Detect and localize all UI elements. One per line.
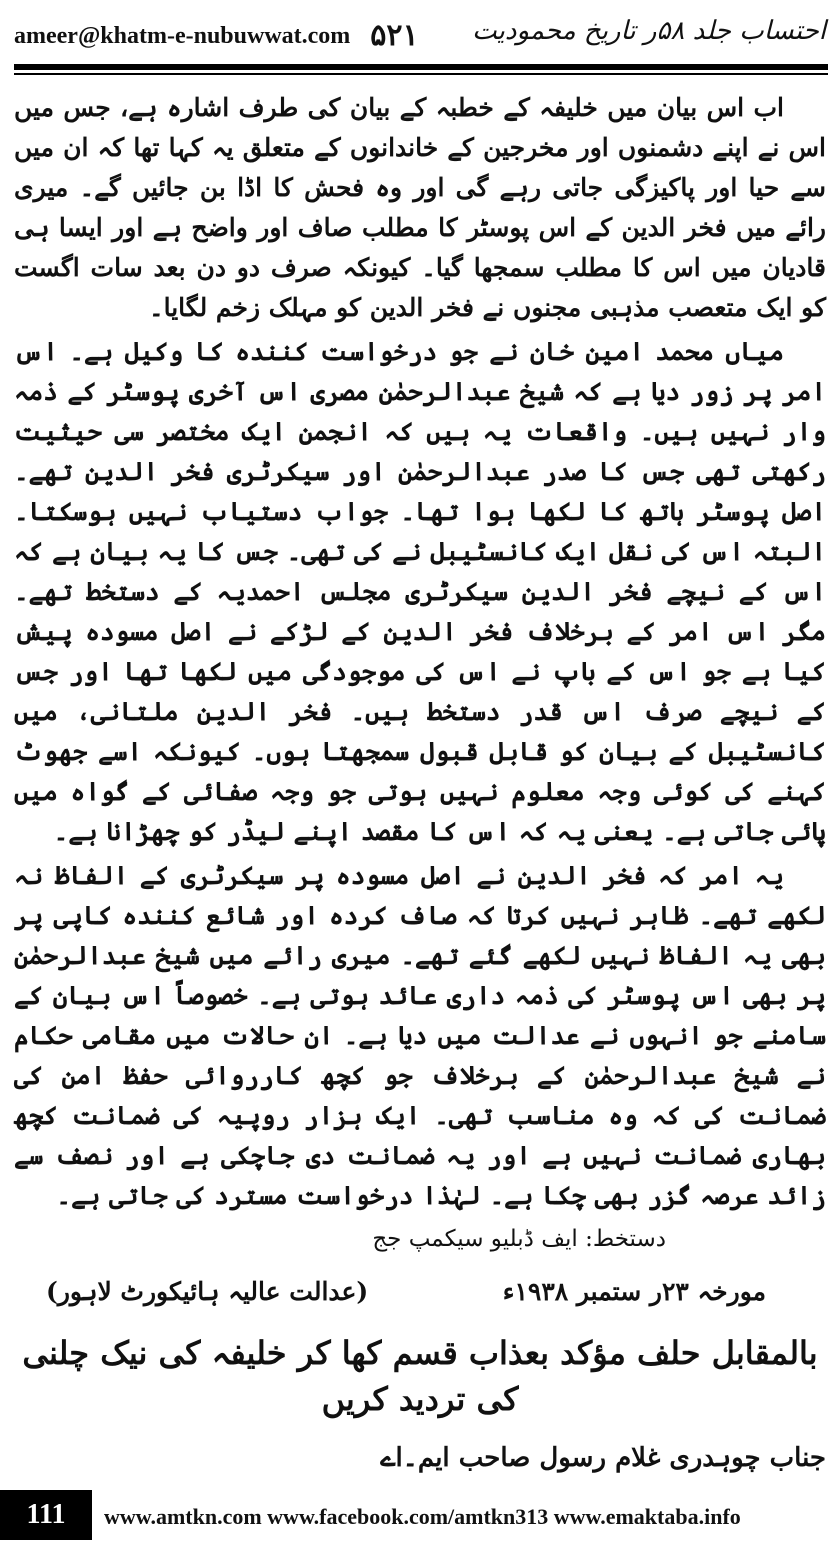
- next-speaker-line: جناب چوہدری غلام رسول صاحب ایم۔اے: [380, 1443, 826, 1473]
- footer-links[interactable]: www.amtkn.com www.facebook.com/amtkn313 www.emaktaba.info: [104, 1504, 741, 1529]
- section-heading: بالمقابل حلف مؤکد بعذاب قسم کھا کر خلیفہ کی نیک چلنی کی تردید کریں: [22, 1334, 818, 1418]
- body-paragraph-3: یہ امر کہ فخر الدین نے اصل مسودہ پر سیکرٹری کے الفاظ نہ لکھے تھے۔ ظاہر نہیں کرتا کہ صاف کردہ اور شائع کنندہ کاپی پر بھی یہ الفاظ نہیں لکھے گئے تھے۔ میری رائے میں شیخ عبدالرحمٰن پر بھی اس پوسٹر کی ذمہ داری عائد ہوتی ہے۔ خصوصاً اس بیان کے سامنے جو انہوں نے عدالت میں دیا ہے۔ ان حالات میں مقامی حکام نے شیخ عبدالرحمٰن کے برخلاف جو کچھ کارروائی حفظ امن کی ضمانت کی کہ وہ مناسب تھی۔ ایک ہزار روپیہ کی ضمانت کچھ بھاری ضمانت نہیں ہے اور یہ ضمانت دی جاچکی ہے اور نصف سے زائد عرصہ گزر بھی چکا ہے۔ لہٰذا درخواست مسترد کی جاتی ہے۔: [14, 861, 826, 1210]
- date-court-row: [14, 1272, 826, 1312]
- order-date: مورخہ ۲۳ر ستمبر ۱۹۳۸ء: [502, 1277, 766, 1306]
- court-name: (عدالت عالیہ ہائیکورٹ لاہور): [46, 1277, 369, 1306]
- header-left: [14, 18, 419, 53]
- page-body: [14, 88, 826, 1473]
- header-rule-thin: [14, 73, 828, 75]
- page-footer: [0, 1490, 840, 1540]
- header-email[interactable]: ameer@khatm-e-nubuwwat.com: [14, 23, 351, 49]
- body-paragraph-2: میاں محمد امین خان نے جو درخواست کنندہ کا وکیل ہے۔ اس امر پر زور دیا ہے کہ شیخ عبدالرحمٰن مصری اس آخری پوسٹر کے ذمہ وار نہیں ہیں۔ واقعات یہ ہیں کہ انجمن ایک مختصر سی حیثیت رکھتی تھی جس کا صدر عبدالرحمٰن اور سیکرٹری فخر الدین تھے۔ اصل پوسٹر ہاتھ کا لکھا ہوا تھا۔ جواب دستیاب نہیں ہوسکتا۔ البتہ اس کی نقل ایک کانسٹیبل نے کی تھی۔ جس کا یہ بیان ہے کہ اس کے نیچے فخر الدین سیکرٹری مجلس احمدیہ کے دستخط تھے۔ مگر اس امر کے برخلاف فخر الدین کے لڑکے نے اصل مسودہ پیش کیا ہے جو اس کے باپ نے اس کی موجودگی میں لکھا تھا اور جس کے نیچے صرف اس قدر دستخط ہیں۔ فخر الدین ملتانی، میں کانسٹیبل کے بیان کو قابل قبول سمجھتا ہوں۔ کیونکہ اسے جھوٹ کہنے کی کوئی وجہ معلوم نہیں ہوتی جو وجہ صفائی کے گواہ میں پائی جاتی ہے۔ یعنی یہ کہ اس کا مقصد اپنے لیڈر کو چھڑانا ہے۔: [14, 337, 826, 846]
- page-header: [0, 0, 840, 72]
- header-book-title: احتساب جلد ۵۸ر تاریخ محمودیت: [472, 16, 826, 46]
- footer-page-number: 111: [0, 1490, 92, 1540]
- header-page-number: ۵۲۱: [370, 19, 419, 52]
- body-paragraph-1: اب اس بیان میں خلیفہ کے خطبہ کے بیان کی طرف اشارہ ہے، جس میں اس نے اپنے دشمنوں اور مخرجین کے خاندانوں کے متعلق یہ کہا تھا کہ ان میں سے حیا اور پاکیزگی جاتی رہے گی اور وہ فحش کا اڈا بن جائیں گے۔ میری رائے میں فخر الدین کے اس پوسٹر کا مطلب صاف اور واضح ہے اور ایسا ہی قادیان میں اس کا مطلب سمجھا گیا۔ کیونکہ صرف دو دن بعد سات اگست کو ایک متعصب مذہبی مجنوں نے فخر الدین کو مہلک زخم لگایا۔: [14, 93, 826, 322]
- judge-signature: دستخط: ایف ڈبلیو سیکمپ جج: [372, 1226, 666, 1252]
- header-rule-thick: [14, 64, 828, 70]
